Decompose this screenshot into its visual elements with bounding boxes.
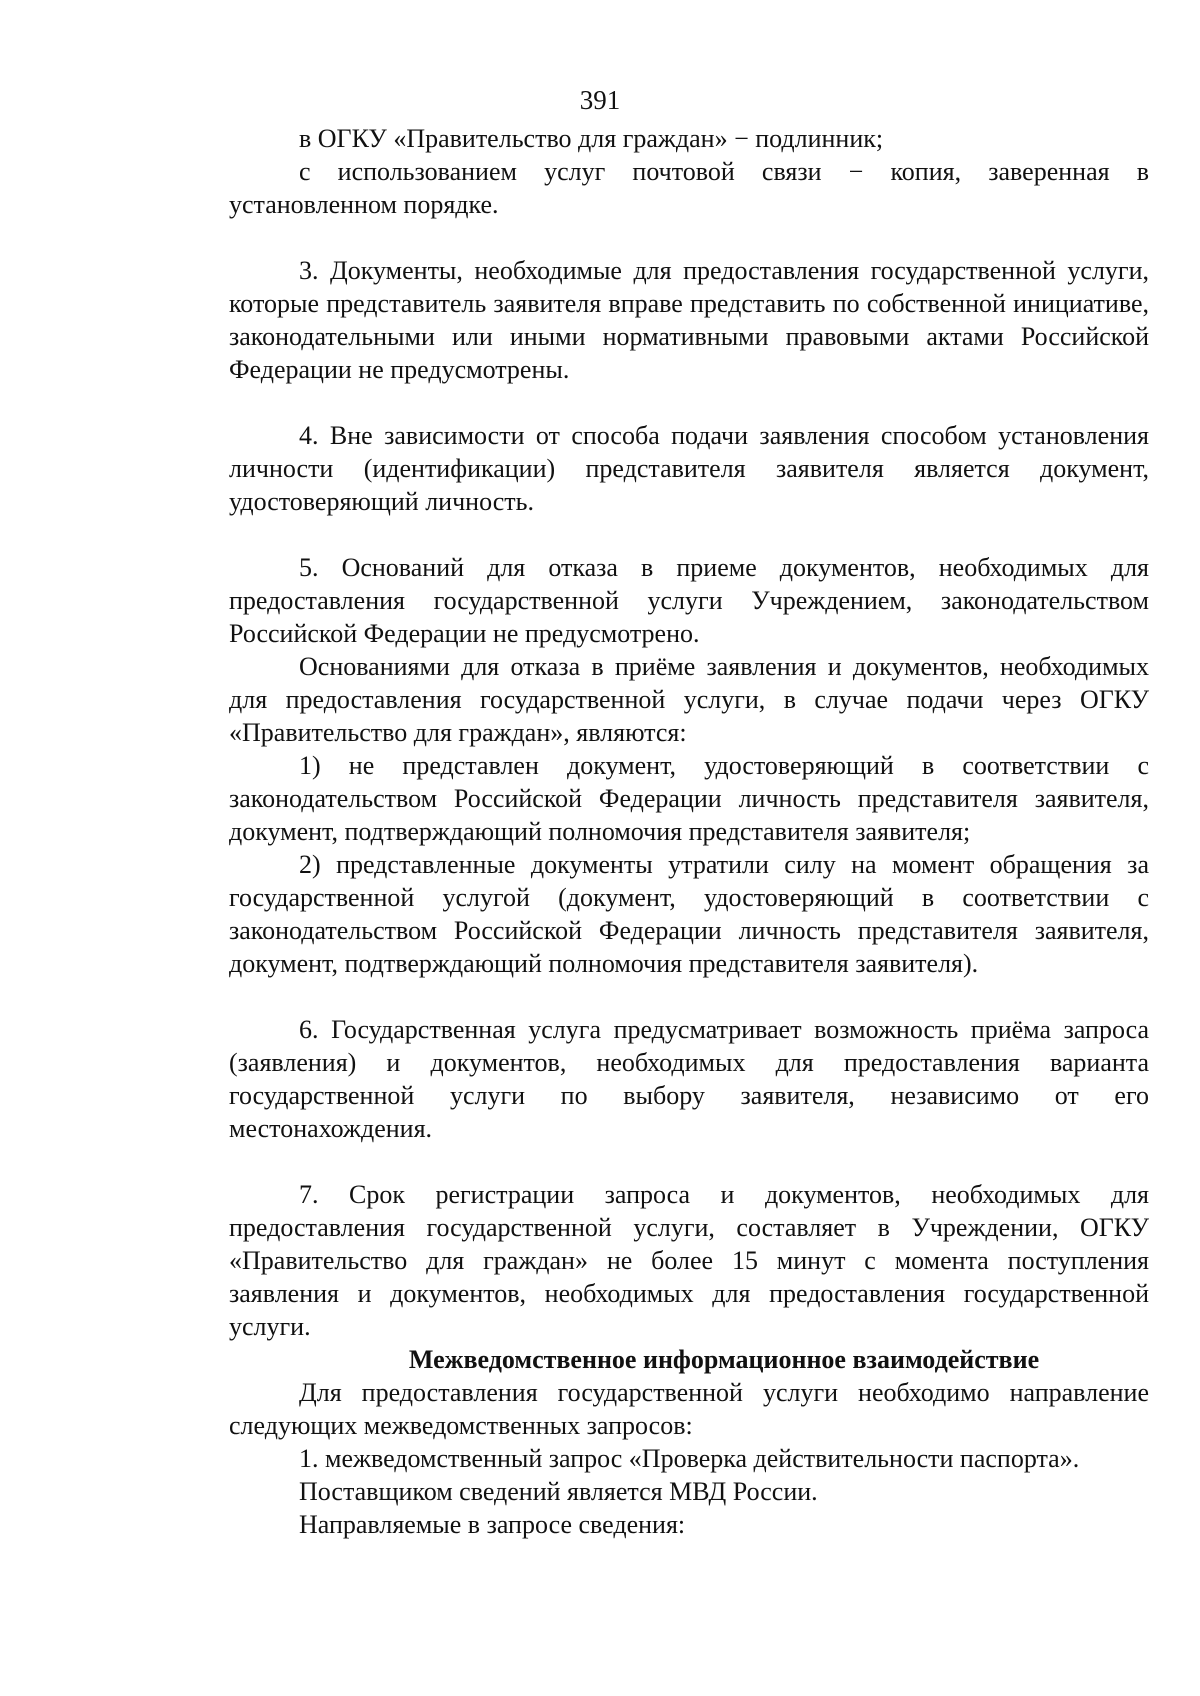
paragraph-item-5: 5. Оснований для отказа в приеме документов, необходимых для предоставления государственной услуги Учреждением, законодательством Российской Федерации не предусмотрено. — [229, 553, 1149, 648]
paragraph-request-1: 1. межведомственный запрос «Проверка действительности паспорта». — [299, 1444, 1080, 1473]
document-body — [229, 122, 1149, 1541]
paragraph-refusal-grounds: Основаниями для отказа в приёме заявления и документов, необходимых для предоставления государственной услуги, в случае подачи через ОГКУ «Правительство для граждан», являются: — [229, 652, 1149, 747]
paragraph-refusal-1: 1) не представлен документ, удостоверяющий в соответствии с законодательством Российской Федерации личность представителя заявителя, документ, подтверждающий полномочия представителя заявителя; — [229, 751, 1149, 846]
paragraph-provider: Поставщиком сведений является МВД России. — [299, 1477, 818, 1506]
paragraph-sent-data: Направляемые в запросе сведения: — [299, 1510, 686, 1539]
paragraph-refusal-2: 2) представленные документы утратили силу на момент обращения за государственной услугой (документ, удостоверяющий в соответствии с законодательством Российской Федерации личность представителя заявителя, документ, подтверждающий полномочия представителя заявителя). — [229, 850, 1149, 978]
section-heading: Межведомственное информационное взаимодействие — [408, 1345, 1040, 1374]
page-number: 391 — [579, 85, 621, 115]
paragraph-requests-intro: Для предоставления государственной услуги необходимо направление следующих межведомственных запросов: — [229, 1378, 1149, 1440]
paragraph-item-7: 7. Срок регистрации запроса и документов, необходимых для предоставления государственной услуги, составляет в Учреждении, ОГКУ «Правительство для граждан» не более 15 минут с момента поступления заявления и документов, необходимых для предоставления государственной услуги. — [229, 1180, 1149, 1341]
paragraph-postal-copy: с использованием услуг почтовой связи − копия, заверенная в установленном порядке. — [229, 157, 1149, 219]
paragraph-item-3: 3. Документы, необходимые для предоставления государственной услуги, которые представитель заявителя вправе представить по собственной инициативе, законодательными или иными нормативными правовыми актами Российской Федерации не предусмотрены. — [229, 256, 1149, 384]
paragraph-item-4: 4. Вне зависимости от способа подачи заявления способом установления личности (идентификации) представителя заявителя является документ, удостоверяющий личность. — [229, 421, 1149, 516]
paragraph-original-delivery: в ОГКУ «Правительство для граждан» − подлинник; — [299, 124, 884, 153]
paragraph-item-6: 6. Государственная услуга предусматривает возможность приёма запроса (заявления) и документов, необходимых для предоставления варианта государственной услуги по выбору заявителя, независимо от его местонахождения. — [229, 1015, 1149, 1143]
